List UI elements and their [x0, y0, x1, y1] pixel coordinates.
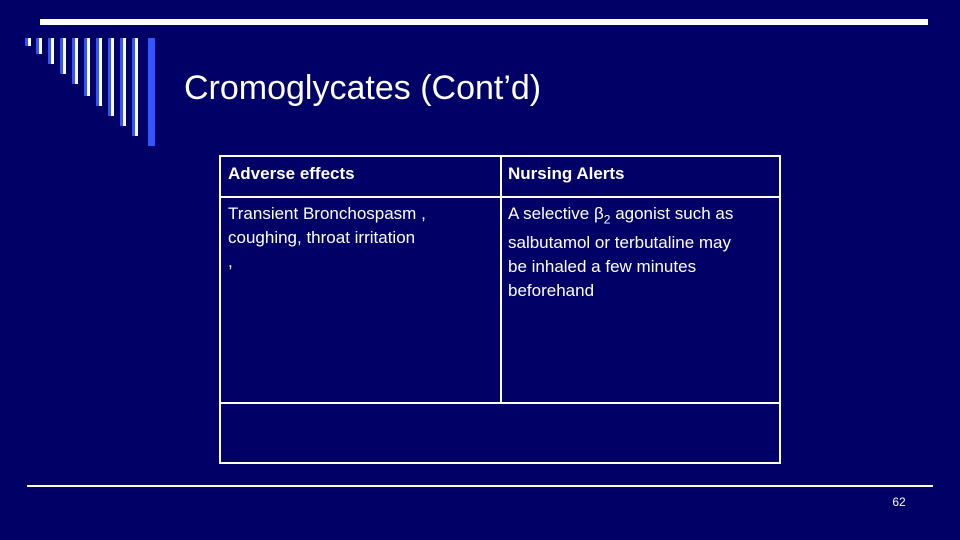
deco-bar — [72, 38, 75, 84]
deco-bar — [123, 38, 126, 126]
deco-bar — [25, 38, 28, 46]
nursing-alerts-line: beforehand — [508, 281, 595, 301]
deco-bar — [84, 38, 87, 96]
nursing-alerts-line: be inhaled a few minutes — [508, 257, 697, 277]
nursing-alerts-line: salbutamol or terbutaline may — [508, 233, 732, 253]
header-nursing-alerts: Nursing Alerts — [508, 164, 625, 183]
deco-bar — [132, 38, 135, 136]
adverse-effects-cell — [228, 202, 493, 274]
decorative-bars — [0, 0, 170, 150]
slide-title: Cromoglycates (Cont’d) — [184, 69, 542, 107]
deco-bar — [96, 38, 99, 106]
deco-bar — [108, 38, 111, 116]
beta-subscript: 2 — [603, 212, 611, 227]
adverse-effects-line: coughing, throat irritation — [228, 228, 416, 247]
nursing-alerts-cell — [508, 202, 776, 303]
adverse-effects-line: , — [228, 252, 233, 271]
deco-bar — [63, 38, 66, 74]
deco-bar — [111, 38, 114, 116]
content-table — [219, 155, 781, 464]
top-rule — [40, 19, 928, 25]
deco-bar — [75, 38, 78, 84]
deco-bar — [99, 38, 102, 106]
nursing-alerts-text: A selective β — [508, 204, 604, 223]
bottom-rule — [27, 485, 933, 487]
deco-bar — [135, 38, 138, 136]
deco-bar — [60, 38, 63, 74]
deco-bar — [36, 38, 39, 54]
deco-bar — [51, 38, 54, 64]
deco-bar — [39, 38, 42, 54]
deco-bar — [28, 38, 31, 46]
nursing-alerts-line — [508, 202, 776, 231]
header-adverse-effects: Adverse effects — [228, 164, 355, 183]
deco-bar — [87, 38, 90, 96]
table-column-divider — [500, 157, 502, 404]
page-number: 62 — [892, 495, 906, 509]
deco-bar — [148, 38, 155, 146]
deco-bar — [120, 38, 123, 126]
deco-bar — [48, 38, 51, 64]
adverse-effects-line: Transient Bronchospasm , — [228, 204, 426, 223]
nursing-alerts-text: agonist such as — [610, 204, 734, 223]
